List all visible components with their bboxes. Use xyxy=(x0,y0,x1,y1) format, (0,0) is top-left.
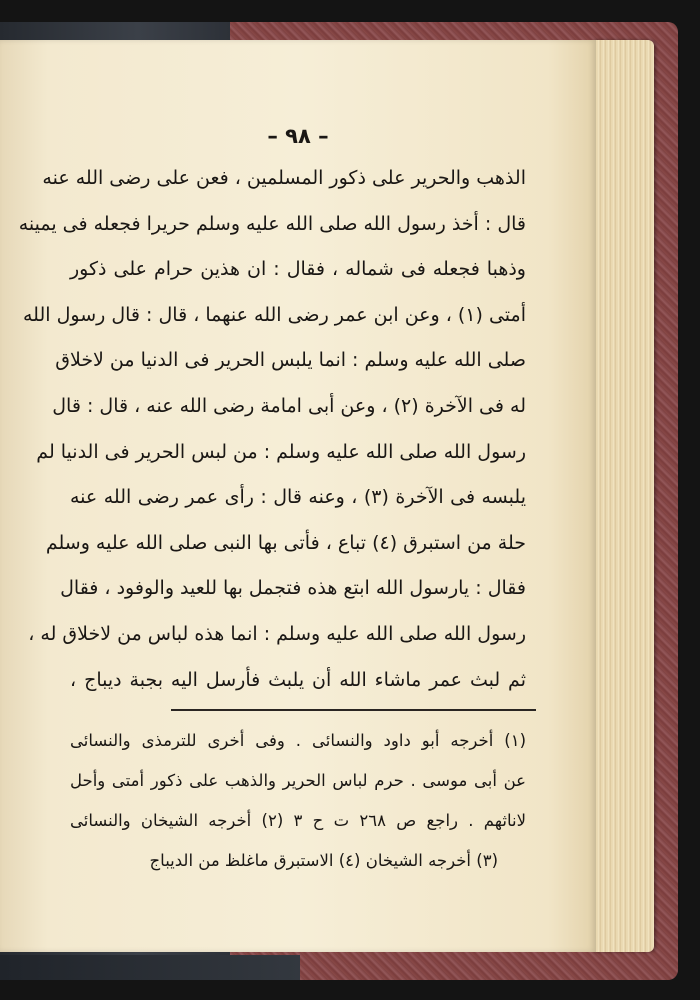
footnote-line: (١) أخرجه أبو داود والنسائى . وفى أخرى للترمذى والنسائى xyxy=(70,731,526,751)
main-text xyxy=(18,156,526,703)
text-line: الذهب والحرير على ذكور المسلمين ، فعن على رضى الله عنه xyxy=(42,167,526,189)
book-page xyxy=(0,40,596,952)
footnote-line: لاناثهم . راجع ص ٢٦٨ ت ح ٣ (٢) أخرجه الشيخان والنسائى xyxy=(70,811,527,831)
text-line: أمتى (١) ، وعن ابن عمر رضى الله عنهما ، قال : قال رسول الله xyxy=(22,303,526,326)
text-line: يلبسه فى الآخرة (٣) ، وعنه قال : رأى عمر رضى الله عنه xyxy=(70,486,526,509)
page-edges xyxy=(592,40,654,952)
footnote-line: عن أبى موسى . حرم لباس الحرير والذهب على ذكور أمتى وأحل xyxy=(70,771,526,791)
text-line: حلة من استبرق (٤) تباع ، فأتى بها النبى صلى الله عليه وسلم xyxy=(45,531,526,554)
text-line: فقال : يارسول الله ابتع هذه فتجمل بها للعيد والوفود ، فقال xyxy=(60,577,526,600)
footnote-line: (٣) أخرجه الشيخان (٤) الاستبرق ماغلظ من الديباج xyxy=(149,851,498,871)
text-line: ثم لبث عمر ماشاء الله أن يلبث فأرسل اليه بجبة ديباج ، xyxy=(70,668,526,691)
footnotes xyxy=(70,721,526,881)
text-line: له فى الآخرة (٢) ، وعن أبى امامة رضى الله عنه ، قال : قال xyxy=(52,394,526,417)
page-content xyxy=(18,118,527,881)
footnote-divider xyxy=(171,709,536,711)
text-line: رسول الله صلى الله عليه وسلم : انما هذه لباس من لاخلاق له ، xyxy=(28,622,526,645)
text-line: رسول الله صلى الله عليه وسلم : من لبس الحرير فى الدنيا لم xyxy=(36,440,526,463)
text-line: قال : أخذ رسول الله صلى الله عليه وسلم حريرا فجعله فى يمينه xyxy=(18,212,526,235)
book-cover-bottom-edge xyxy=(0,955,300,980)
text-line: وذهبا فجعله فى شماله ، فقال : ان هذين حرام على ذكور xyxy=(70,258,526,281)
page-number: – ٩٨ – xyxy=(267,124,329,148)
text-line: صلى الله عليه وسلم : انما يلبس الحرير فى الدنيا من لاخلاق xyxy=(55,349,526,372)
